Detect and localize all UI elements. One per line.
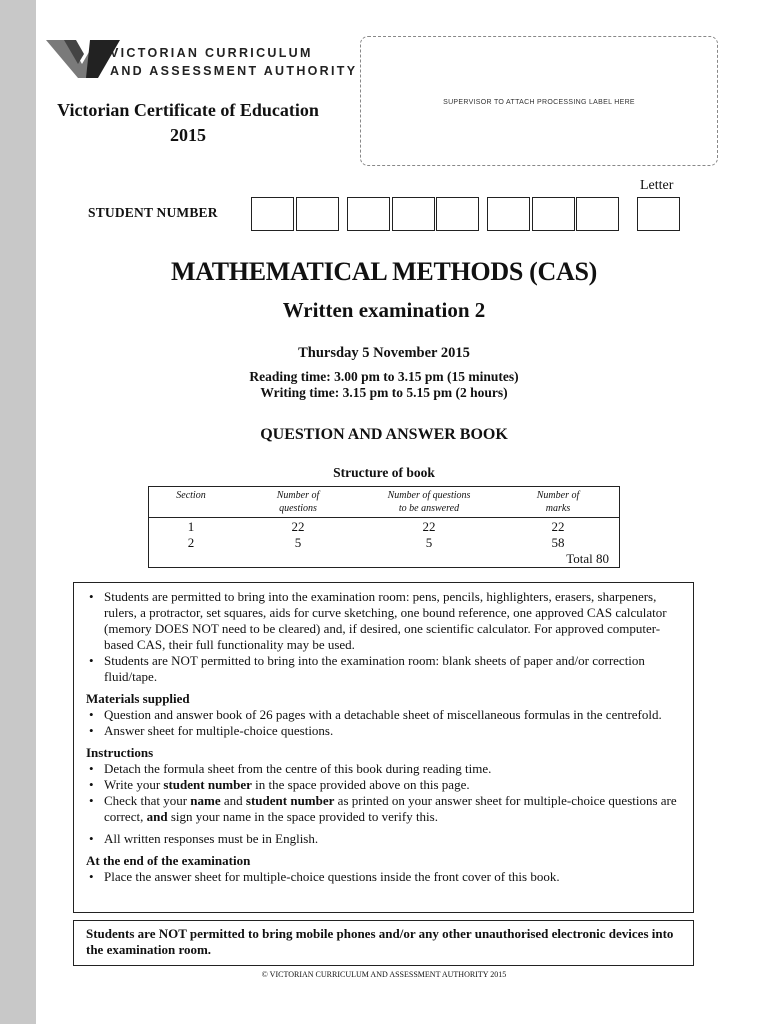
- letter-label: Letter: [640, 178, 674, 193]
- structure-table: [148, 486, 620, 568]
- list-item: • Students are permitted to bring into the examination room: pens, pencils, highlighters, erasers, sharpeners, rulers, a protractor, set squares, aids for curve sketching, one bound reference, one approved CAS calculator (memory DOES NOT need to be cleared) and, if desired, one scientific calculator. For approved computer-based CAS, their full functionality may be used.: [86, 589, 683, 653]
- book-type: QUESTION AND ANSWER BOOK: [260, 426, 508, 443]
- warning-box: [73, 920, 694, 966]
- header-marks-line1: Number of: [536, 490, 580, 501]
- header-questions-answered-line1: Number of questions: [387, 490, 471, 501]
- bold-run: and: [146, 809, 168, 824]
- certificate-line-1: Victorian Certificate of Education: [57, 100, 319, 120]
- table-cell: 5: [294, 535, 302, 550]
- materials-list: [86, 707, 683, 739]
- copyright: © VICTORIAN CURRICULUM AND ASSESSMENT AUTHORITY 2015: [261, 970, 507, 979]
- bold-run: student number: [245, 793, 335, 808]
- structure-table-header: [149, 487, 619, 518]
- list-item: [86, 777, 683, 793]
- student-number-box-3[interactable]: [347, 197, 390, 231]
- permitted-list: [86, 589, 683, 685]
- list-item: • Answer sheet for multiple-choice questions.: [86, 723, 683, 739]
- end-list: [86, 869, 683, 885]
- table-cell: 22: [551, 519, 565, 534]
- list-item: • Students are NOT permitted to bring into the examination room: blank sheets of paper and/or correction fluid/tape.: [86, 653, 683, 685]
- exam-times: [0, 369, 768, 401]
- header-num-questions-line1: Number of: [276, 490, 320, 501]
- exam-subtitle: Written examination 2: [282, 298, 486, 322]
- text-run: Write your: [104, 777, 164, 792]
- text-run: in the space provided above on this page.: [251, 777, 470, 792]
- authority-name: [110, 44, 357, 80]
- student-number-box-2[interactable]: [296, 197, 339, 231]
- instructions-heading: Instructions: [86, 745, 154, 760]
- instructions-list: [86, 761, 683, 847]
- processing-label-area: [360, 36, 718, 166]
- text-run: Check that your: [104, 793, 191, 808]
- table-cell: 2: [187, 535, 195, 550]
- student-number-box-4[interactable]: [392, 197, 435, 231]
- header-section-text: Section: [176, 490, 206, 501]
- instructions-box: [73, 582, 694, 913]
- table-cell: 22: [422, 519, 436, 534]
- header-marks-line2: marks: [545, 503, 571, 514]
- table-cell: 1: [187, 519, 195, 534]
- warning-text: Students are NOT permitted to bring mobile phones and/or any other unauthorised electronic devices into the examination room.: [86, 926, 674, 957]
- header-questions-answered-line2: to be answered: [398, 503, 460, 514]
- table-cell: 58: [551, 535, 565, 550]
- bold-run: name: [190, 793, 221, 808]
- text-run: sign your name in the space provided to verify this.: [167, 809, 438, 824]
- table-cell: 5: [425, 535, 433, 550]
- list-item: • Question and answer book of 26 pages with a detachable sheet of miscellaneous formulas in the centrefold.: [86, 707, 683, 723]
- text-run: as printed on your answer sheet for multiple-choice questions are correct,: [104, 793, 677, 824]
- end-heading: At the end of the examination: [86, 853, 251, 868]
- text-run: and: [220, 793, 246, 808]
- bold-run: student number: [163, 777, 252, 792]
- student-letter-box[interactable]: [637, 197, 680, 231]
- list-item: • Detach the formula sheet from the centre of this book during reading time.: [86, 761, 683, 777]
- table-total: Total 80: [566, 551, 609, 566]
- processing-label-text: SUPERVISOR TO ATTACH PROCESSING LABEL HERE: [443, 99, 635, 106]
- certificate-heading: [40, 98, 336, 148]
- structure-title: Structure of book: [333, 465, 435, 480]
- header-marks: [495, 489, 621, 515]
- header-section: [149, 489, 233, 502]
- table-cell: 22: [291, 519, 305, 534]
- certificate-year: 2015: [170, 125, 206, 145]
- student-number-box-6[interactable]: [487, 197, 530, 231]
- list-item: [86, 793, 683, 825]
- student-number-box-5[interactable]: [436, 197, 479, 231]
- student-number-box-1[interactable]: [251, 197, 294, 231]
- writing-time: Writing time: 3.15 pm to 5.15 pm (2 hours): [260, 385, 508, 400]
- student-number-box-7[interactable]: [532, 197, 575, 231]
- exam-date: Thursday 5 November 2015: [298, 345, 470, 361]
- reading-time: Reading time: 3.00 pm to 3.15 pm (15 minutes): [249, 369, 519, 384]
- student-number-label: STUDENT NUMBER: [88, 205, 218, 220]
- authority-line-2: AND ASSESSMENT AUTHORITY: [110, 64, 358, 78]
- materials-heading: Materials supplied: [86, 691, 190, 706]
- exam-title: MATHEMATICAL METHODS (CAS): [170, 257, 598, 286]
- student-number-box-8[interactable]: [576, 197, 619, 231]
- authority-line-1: VICTORIAN CURRICULUM: [110, 46, 313, 60]
- header-num-questions-line2: questions: [279, 503, 317, 514]
- list-item: • All written responses must be in English.: [86, 831, 683, 847]
- list-item: • Place the answer sheet for multiple-choice questions inside the front cover of this book.: [86, 869, 683, 885]
- header-num-questions: [233, 489, 363, 515]
- left-margin-bar: [0, 0, 36, 1024]
- header-questions-answered: [363, 489, 495, 515]
